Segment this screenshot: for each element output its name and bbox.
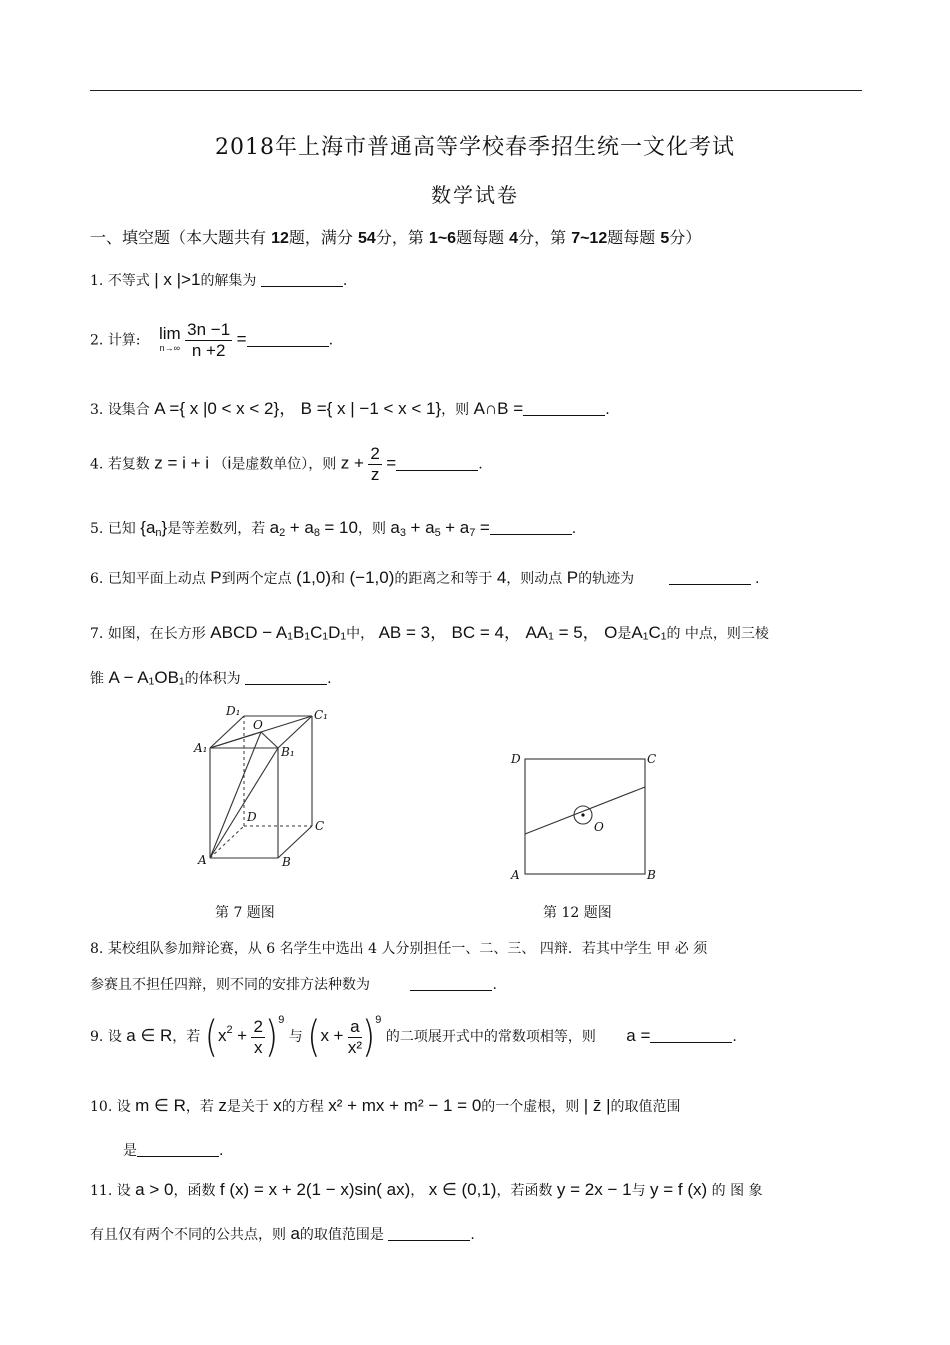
- q9-text-3: 与: [288, 1029, 303, 1045]
- q7-math: O: [604, 623, 618, 642]
- q9-sup: 2: [226, 1024, 233, 1036]
- q9-exponent: 9: [375, 1014, 382, 1026]
- q5-sub: 8: [313, 527, 320, 539]
- q7-math: AB = 3，: [378, 623, 448, 642]
- fraction: [251, 1017, 264, 1058]
- q6-number: 6.: [90, 571, 104, 587]
- label-o: O: [253, 718, 263, 732]
- q11-number: 11.: [90, 1183, 113, 1199]
- question-8-line-2: 参赛且不担任四辩，则不同的安排方法种数为 .: [90, 977, 497, 993]
- q4-math: z = i + i: [154, 453, 210, 473]
- q5-math: =: [479, 518, 490, 537]
- question-11: [90, 1180, 763, 1200]
- section-num-5: 7~12: [571, 230, 608, 247]
- q5-sub: n: [155, 527, 162, 539]
- q4-text-3: 是虚数单位），则: [231, 456, 337, 473]
- question-7-line-2: 锥 A − A₁OB₁的体积为 .: [90, 668, 332, 687]
- q10-number: 10.: [90, 1099, 113, 1115]
- question-10-line-2: 是 .: [123, 1143, 224, 1159]
- q6-text-5: ，则动点: [506, 571, 563, 587]
- q7-text: 如图，在长方形: [107, 626, 206, 642]
- label-c: C: [315, 819, 325, 833]
- q11-math: y = 2x − 1: [556, 1180, 632, 1199]
- fraction: [348, 1017, 362, 1058]
- q4-text: 若复数: [107, 456, 150, 473]
- q1-math: | x |>1: [154, 270, 201, 289]
- q6-math: 4: [496, 568, 507, 587]
- exam-title: 2018年上海市普通高等学校春季招生统一文化考试: [215, 135, 735, 160]
- label-b: B: [647, 868, 656, 882]
- fraction-denominator: n +2: [191, 341, 226, 360]
- q4-number: 4.: [90, 456, 104, 473]
- fraction-numerator: 2: [253, 1016, 263, 1036]
- q7-math: BC = 4，: [451, 623, 521, 642]
- equals-sign: =: [386, 453, 397, 473]
- label-c: C: [647, 752, 657, 766]
- q10-math: | z̄ |: [583, 1096, 611, 1115]
- question-2: 2. 计算: lim n→∞ $\frac{3n -1}{n +2}$ = .: [90, 320, 334, 360]
- figure-12-caption: 第 12 题图: [543, 905, 612, 921]
- q9-text-4: 的二项展开式中的常数项相等，则: [385, 1029, 596, 1045]
- section-num-3: 1~6: [428, 230, 457, 247]
- q6-text-4: 的距离之和等于: [394, 571, 493, 587]
- q7-text-4: 的 中点，则三棱: [666, 626, 769, 642]
- q7-text-5: 锥: [90, 671, 104, 687]
- section-heading: [90, 225, 701, 248]
- answer-blank[interactable]: [523, 401, 605, 416]
- q5-sub: 7: [469, 527, 476, 539]
- square-abcd: [525, 759, 645, 874]
- q11-math: x ∈ (0,1): [428, 1180, 497, 1199]
- q11-text: 设: [116, 1183, 131, 1199]
- q4-math-2: i: [227, 453, 232, 473]
- fraction: [368, 444, 381, 485]
- q7-text-2: 中，: [346, 626, 375, 642]
- q11-text-5: 与: [631, 1183, 646, 1199]
- plus-sign: +: [333, 1026, 344, 1045]
- header-rule: [90, 90, 862, 91]
- segment-a1o: [210, 732, 261, 748]
- q7-text-3: 是: [617, 626, 632, 642]
- label-b: B: [282, 855, 291, 869]
- question-11-line-2: 有且仅有两个不同的公共点，则 a的取值范围是 .: [90, 1224, 475, 1243]
- q5-math: }: [161, 518, 168, 537]
- section-text-6: 分）: [669, 228, 702, 247]
- answer-blank[interactable]: [388, 1226, 470, 1241]
- lim-label: lim: [158, 323, 181, 343]
- answer-blank[interactable]: [410, 976, 492, 991]
- q4-text-2: （: [213, 456, 228, 473]
- q3-set-a: A ={ x |0 < x < 2}，: [154, 399, 297, 418]
- label-b1: B₁: [281, 745, 295, 759]
- q9-text: 设: [107, 1029, 122, 1045]
- fraction-denominator: z: [370, 465, 380, 484]
- q5-math: + a: [289, 518, 314, 537]
- label-d: D: [511, 752, 521, 766]
- line-through-o: [525, 787, 645, 834]
- q6-text-2: 到两个定点: [221, 571, 292, 587]
- q10-text-5: 的一个虚根，则: [481, 1099, 580, 1115]
- q5-sub: 2: [279, 527, 286, 539]
- segment-ob1: [261, 732, 278, 748]
- q5-math: + a: [410, 518, 435, 537]
- question-9: 9. 设 a ∈ R，若 ($x^2$ + $\frac{2}{x}$ )$^9$ 与 (x + $\frac{a}{\text{x²}}$ )$^9$ 的二项展开式中的常数项相等，则 a = .: [90, 1012, 737, 1062]
- label-a: A: [511, 868, 520, 882]
- q11-text-3: ，: [410, 1183, 425, 1199]
- question-10: [90, 1096, 681, 1116]
- q7-math: A − A₁OB₁: [108, 668, 185, 687]
- q9-math: a ∈ R: [126, 1026, 173, 1045]
- q5-math: + a: [445, 518, 470, 537]
- question-6: 6. 已知平面上动点 P到两个定点 (1,0)和 (−1,0)的距离之和等于 4，则动点 P的轨迹为 .: [90, 568, 760, 587]
- q2-text: 计算:: [107, 332, 141, 349]
- q9-math: x: [217, 1026, 227, 1045]
- label-d: D: [247, 810, 257, 824]
- question-4: 4. 若复数 z = i + i （i是虚数单位），则 z + $\frac{2}{z}$ = .: [90, 444, 483, 484]
- q5-math: a: [269, 518, 280, 537]
- q10-text-2: ，若: [185, 1099, 214, 1115]
- plus-sign: +: [237, 1026, 247, 1045]
- q9-number: 9.: [90, 1029, 104, 1045]
- label-c1: C₁: [314, 708, 328, 722]
- answer-blank[interactable]: [490, 520, 572, 535]
- q11-text-7: 有且仅有两个不同的公共点，则: [90, 1227, 286, 1243]
- section-text-5: 题每题: [607, 228, 656, 247]
- q7-number: 7.: [90, 626, 104, 642]
- q5-text: 已知: [107, 521, 136, 537]
- q1-text-2: 的解集为: [200, 273, 257, 289]
- answer-blank[interactable]: [261, 272, 343, 287]
- q7-text-6: 的体积为: [184, 671, 241, 687]
- q5-math: {a: [140, 518, 156, 537]
- question-1: 1. 不等式 | x |>1的解集为 .: [90, 270, 348, 289]
- q6-math: (−1,0): [349, 568, 395, 587]
- q8-text-2: 参赛且不担任四辩，则不同的安排方法种数为: [90, 977, 370, 993]
- q5-text-2: 是等差数列，若: [167, 521, 266, 537]
- right-paren: ): [362, 1012, 376, 1062]
- fraction-numerator: a: [348, 1017, 362, 1038]
- q8-number: 8.: [90, 941, 104, 957]
- q7-math: A₁C₁: [631, 623, 667, 642]
- q11-math: f (x) = x + 2(1 − x)sin( ax): [219, 1180, 411, 1199]
- q3-intersection: A∩B =: [473, 399, 524, 418]
- q11-text-8: 的取值范围是: [299, 1227, 384, 1243]
- q11-math: y = f (x): [650, 1180, 708, 1199]
- q10-math: x: [273, 1096, 282, 1115]
- section-text-4: 分，第: [518, 228, 567, 247]
- answer-blank[interactable]: [396, 456, 478, 471]
- q10-math: m ∈ R: [135, 1096, 186, 1115]
- q10-text-3: 是关于: [226, 1099, 269, 1115]
- section-prefix: 一、填空题（本大题共有: [90, 228, 267, 247]
- q3-text: 设集合: [107, 402, 150, 418]
- equals-sign: =: [236, 329, 247, 349]
- q1-number: 1.: [90, 273, 104, 289]
- q11-math: a: [290, 1224, 300, 1243]
- right-paren: ): [264, 1012, 279, 1062]
- q6-math: (1,0): [296, 568, 332, 587]
- fraction: [185, 320, 232, 361]
- q7-math: AA₁ = 5，: [525, 623, 600, 642]
- answer-blank[interactable]: [245, 670, 327, 685]
- answer-blank[interactable]: [247, 332, 329, 347]
- question-5: 5. 已知 $\{a_n\}$是等差数列，若 $a_2 + a_8 = 10$，则 $a_3 + a_5 + a_7$ = .: [90, 518, 577, 539]
- section-text-2: 分，第: [375, 228, 424, 247]
- q9-exponent: 9: [278, 1014, 285, 1026]
- center-point-o: [581, 813, 584, 816]
- limit-operator: [158, 323, 181, 355]
- q9-math: x: [320, 1026, 329, 1045]
- q6-text-6: 的轨迹为: [578, 571, 635, 587]
- question-3: 3. 设集合 A ={ x |0 < x < 2}， B ={ x | −1 < x < 1}，则 A∩B = .: [90, 399, 610, 418]
- left-paren: (: [307, 1012, 321, 1062]
- q4-math-3: z +: [340, 453, 364, 473]
- section-num-6: 5: [660, 230, 670, 247]
- edge-bc: [278, 826, 312, 858]
- q8-text: 某校组队参加辩论赛，从 6 名学生中选出 4 人分别担任一、二、三、 四辩．若其中学生 甲 必 须: [107, 941, 708, 957]
- q6-math: P: [566, 568, 579, 587]
- q10-text-7: 是: [123, 1143, 137, 1159]
- section-num-4: 4: [509, 230, 519, 247]
- q5-math: a: [390, 518, 400, 537]
- label-a: A: [198, 853, 207, 867]
- q11-text-4: ，若函数: [496, 1183, 553, 1199]
- fraction-numerator: 2: [370, 444, 380, 463]
- label-a1: A₁: [194, 741, 208, 755]
- q5-math: = 10: [324, 518, 358, 537]
- q10-math: z: [218, 1096, 227, 1115]
- question-7: [90, 618, 769, 643]
- q10-math: x² + mx + m² − 1 = 0: [328, 1096, 482, 1115]
- segment-ao: [210, 732, 261, 858]
- answer-blank[interactable]: [650, 1028, 732, 1043]
- q5-number: 5.: [90, 521, 104, 537]
- answer-blank[interactable]: [669, 570, 751, 585]
- q10-text: 设: [116, 1099, 131, 1115]
- section-num-2: 54: [358, 230, 376, 247]
- q9-math: a =: [626, 1026, 651, 1045]
- section-text-3: 题每题: [456, 228, 505, 247]
- fraction-denominator: x²: [347, 1037, 362, 1057]
- q1-text: 不等式: [107, 273, 150, 289]
- q3-text-2: ，则: [441, 402, 470, 418]
- fraction-denominator: x: [253, 1037, 263, 1057]
- figure-7-prism: [190, 700, 340, 875]
- figure-12-square: [505, 745, 670, 885]
- section-text-1: 题，满分: [288, 228, 353, 247]
- label-d1: D₁: [226, 704, 241, 718]
- q9-text-2: ，若: [172, 1029, 201, 1045]
- q10-text-6: 的取值范围: [610, 1099, 681, 1115]
- q10-text-4: 的方程: [281, 1099, 324, 1115]
- q5-text-3: ，则: [357, 521, 386, 537]
- q11-math: a > 0: [135, 1180, 174, 1199]
- q5-sub: 3: [399, 527, 407, 539]
- q6-text-3: 和: [331, 571, 346, 587]
- q6-math: P: [210, 568, 222, 587]
- q7-math: ABCD − A₁B₁C₁D₁: [210, 623, 347, 642]
- q11-text-2: ，函数: [173, 1183, 216, 1199]
- question-8: [90, 938, 707, 958]
- q3-set-b: B ={ x | −1 < x < 1}: [300, 399, 442, 418]
- q11-text-6: 的 图 象: [711, 1183, 763, 1199]
- q3-number: 3.: [90, 402, 104, 418]
- lim-subscript: n→∞: [159, 342, 181, 353]
- answer-blank[interactable]: [137, 1142, 219, 1157]
- left-paren: (: [204, 1012, 218, 1062]
- fraction-numerator: 3n −1: [187, 320, 231, 339]
- q2-number: 2.: [90, 332, 104, 349]
- q6-text: 已知平面上动点: [107, 571, 206, 587]
- section-num-1: 12: [271, 230, 289, 247]
- q5-sub: 5: [434, 527, 441, 539]
- figure-7-caption: 第 7 题图: [215, 905, 275, 921]
- label-o: O: [594, 820, 604, 834]
- exam-subtitle: 数学试卷: [431, 183, 519, 207]
